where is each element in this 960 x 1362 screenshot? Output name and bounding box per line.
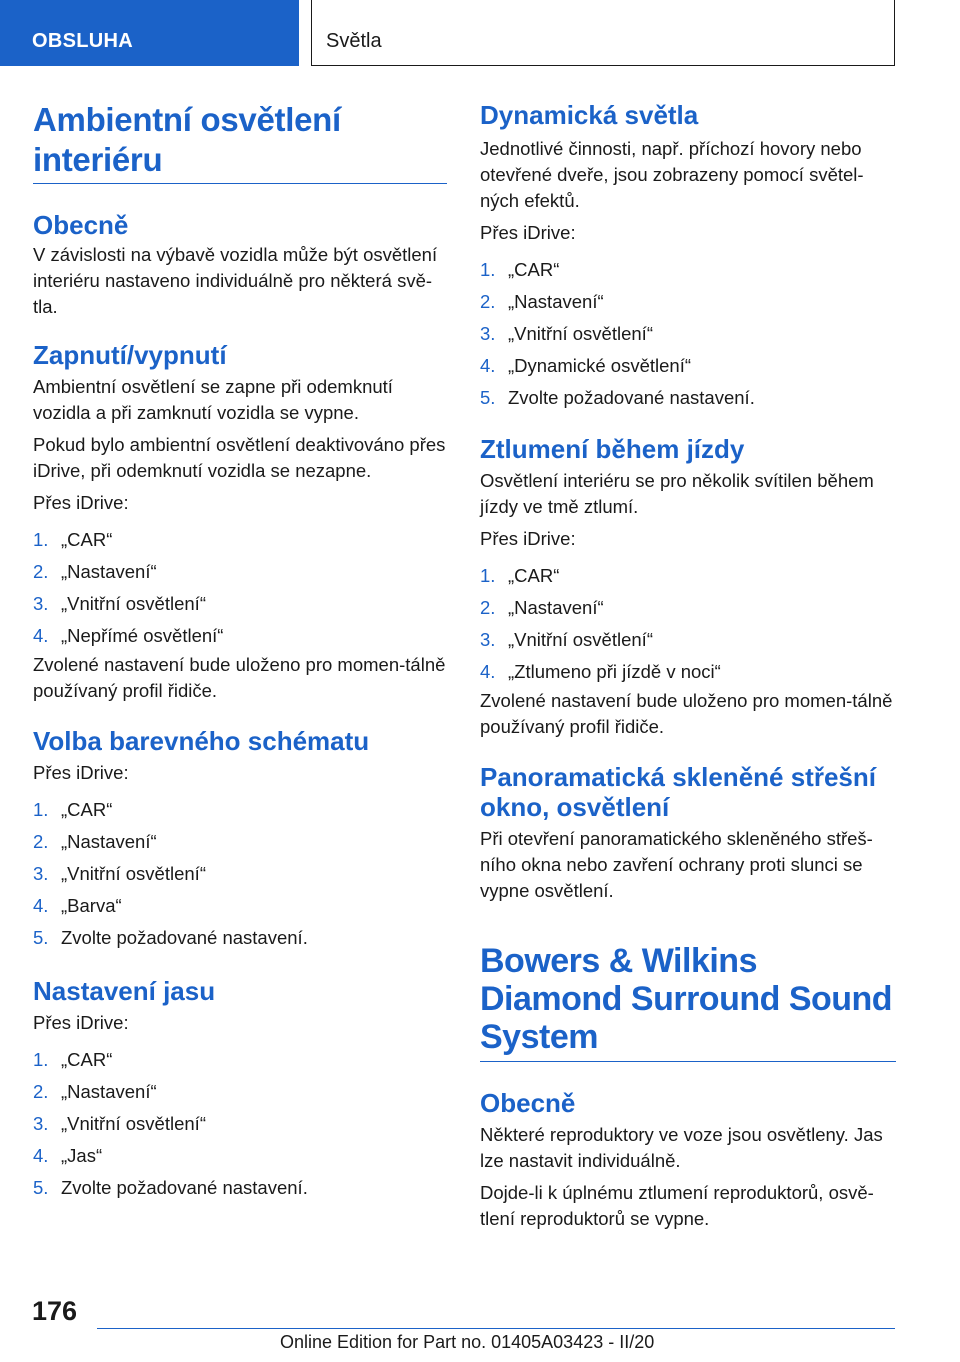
step-number: 2. (33, 1081, 49, 1102)
list-item (33, 858, 447, 890)
step-number: 3. (33, 593, 49, 614)
chapter-box (311, 0, 895, 66)
brightness-via: Přes iDrive: (33, 1012, 129, 1033)
footer-rule (97, 1328, 895, 1329)
step-number: 2. (33, 561, 49, 582)
step-text: „Barva“ (61, 895, 122, 916)
step-number: 2. (33, 831, 49, 852)
list-item (33, 524, 447, 556)
step-number: 3. (33, 863, 49, 884)
list-item (480, 254, 896, 286)
dynamic-via: Přes iDrive: (480, 222, 576, 243)
step-number: 3. (33, 1113, 49, 1134)
panorama-text: Při otevření panoramatického skleněného střeš‐ního okna nebo zavření ochrany proti slunci se vypne osvětlení. (480, 828, 873, 901)
step-text: „Vnitřní osvětlení“ (508, 323, 653, 344)
list-item (33, 826, 447, 858)
step-text: „Vnitřní osvětlení“ (61, 593, 206, 614)
step-number: 1. (33, 529, 49, 550)
onoff-note: Zvolené nastavení bude uloženo pro momen‐tálně používaný profil řidiče. (33, 654, 446, 701)
list-item (480, 382, 896, 414)
step-text: „CAR“ (508, 259, 560, 280)
list-item (33, 588, 447, 620)
step-number: 1. (33, 799, 49, 820)
right-column (480, 100, 896, 1232)
color-heading: Volba barevného schématu (33, 726, 370, 756)
list-item (480, 592, 896, 624)
dimming-via: Přes iDrive: (480, 528, 576, 549)
panorama-heading: Panoramatická skleněné střešní okno, osvětlení (480, 762, 876, 822)
step-text: „CAR“ (508, 565, 560, 586)
general-text: V závislosti na výbavě vozidla může být osvětlení interiéru nastaveno individuálně pro některá svě‐tla. (33, 244, 438, 317)
bw-general-text-1: Některé reproduktory ve voze jsou osvětleny. Jas lze nastavit individuálně. (480, 1124, 883, 1171)
step-text: „Jas“ (61, 1145, 103, 1166)
color-via: Přes iDrive: (33, 762, 129, 783)
step-number: 5. (33, 1177, 49, 1198)
bw-general-heading: Obecně (480, 1088, 576, 1118)
list-item (33, 556, 447, 588)
dynamic-text: Jednotlivé činnosti, např. příchozí hovory nebo otevřené dveře, jsou zobrazeny pomocí světel‐ných efektů. (480, 138, 864, 211)
step-text: „Nastavení“ (61, 831, 157, 852)
list-item (480, 286, 896, 318)
bw-title: Bowers & Wilkins Diamond Surround Sound System (480, 942, 893, 1056)
brightness-heading: Nastavení jasu (33, 976, 216, 1006)
section-label: OBSLUHA (32, 30, 133, 52)
bw-title-rule (480, 1061, 896, 1062)
dynamic-heading: Dynamická světla (480, 100, 699, 130)
list-item (33, 1140, 447, 1172)
chapter-label: Světla (326, 30, 382, 52)
step-number: 2. (480, 291, 496, 312)
page-number: 176 (32, 1296, 78, 1326)
step-number: 5. (33, 927, 49, 948)
main-title: Ambientní osvětlení interiéru (33, 101, 341, 178)
title-rule (33, 183, 447, 184)
step-number: 4. (33, 625, 49, 646)
step-text: „Vnitřní osvětlení“ (508, 629, 653, 650)
step-number: 3. (480, 629, 496, 650)
step-text: „Vnitřní osvětlení“ (61, 863, 206, 884)
section-tab (0, 0, 299, 66)
step-text: Zvolte požadované nastavení. (508, 387, 755, 408)
step-text: „CAR“ (61, 799, 113, 820)
step-number: 1. (480, 259, 496, 280)
step-text: „Dynamické osvětlení“ (508, 355, 692, 376)
list-item (33, 1172, 447, 1204)
step-number: 2. (480, 597, 496, 618)
step-text: „Vnitřní osvětlení“ (61, 1113, 206, 1134)
step-text: „CAR“ (61, 529, 113, 550)
left-column (33, 100, 447, 1204)
dimming-steps (480, 560, 896, 688)
dimming-heading: Ztlumení během jízdy (480, 434, 745, 464)
step-text: „Nepřímé osvětlení“ (61, 625, 224, 646)
list-item (33, 620, 447, 652)
list-item (33, 890, 447, 922)
step-number: 1. (480, 565, 496, 586)
list-item (480, 656, 896, 688)
list-item (33, 1076, 447, 1108)
list-item (480, 318, 896, 350)
onoff-via: Přes iDrive: (33, 492, 129, 513)
bw-general-text-2: Dojde-li k úplnému ztlumení reproduktorů, osvě‐tlení reproduktorů se vypne. (480, 1182, 874, 1229)
list-item (480, 624, 896, 656)
onoff-heading: Zapnutí/vypnutí (33, 340, 227, 370)
onoff-text-1: Ambientní osvětlení se zapne při odemknutí vozidla a při zamknutí vozidla se vypne. (33, 376, 393, 423)
list-item (480, 350, 896, 382)
step-number: 4. (33, 1145, 49, 1166)
step-text: Zvolte požadované nastavení. (61, 1177, 308, 1198)
step-text: „Nastavení“ (61, 1081, 157, 1102)
dimming-note: Zvolené nastavení bude uloženo pro momen‐tálně používaný profil řidiče. (480, 690, 893, 737)
step-number: 4. (33, 895, 49, 916)
step-text: „Nastavení“ (508, 597, 604, 618)
list-item (33, 1108, 447, 1140)
list-item (33, 1044, 447, 1076)
dynamic-steps (480, 254, 896, 414)
list-item (33, 794, 447, 826)
onoff-text-2: Pokud bylo ambientní osvětlení deaktivováno přes iDrive, při odemknutí vozidla se nezapne. (33, 434, 446, 481)
step-number: 4. (480, 355, 496, 376)
color-steps (33, 794, 447, 954)
step-text: „Nastavení“ (508, 291, 604, 312)
step-number: 4. (480, 661, 496, 682)
edition-note: Online Edition for Part no. 01405A03423 - II/20 (280, 1332, 655, 1352)
brightness-steps (33, 1044, 447, 1204)
step-text: „Ztlumeno při jízdě v noci“ (508, 661, 721, 682)
step-text: Zvolte požadované nastavení. (61, 927, 308, 948)
step-number: 5. (480, 387, 496, 408)
step-text: „CAR“ (61, 1049, 113, 1070)
list-item (480, 560, 896, 592)
dimming-text: Osvětlení interiéru se pro několik svítilen během jízdy ve tmě ztlumí. (480, 470, 874, 517)
onoff-steps (33, 524, 447, 652)
general-heading: Obecně (33, 210, 129, 240)
list-item (33, 922, 447, 954)
step-number: 1. (33, 1049, 49, 1070)
step-number: 3. (480, 323, 496, 344)
step-text: „Nastavení“ (61, 561, 157, 582)
